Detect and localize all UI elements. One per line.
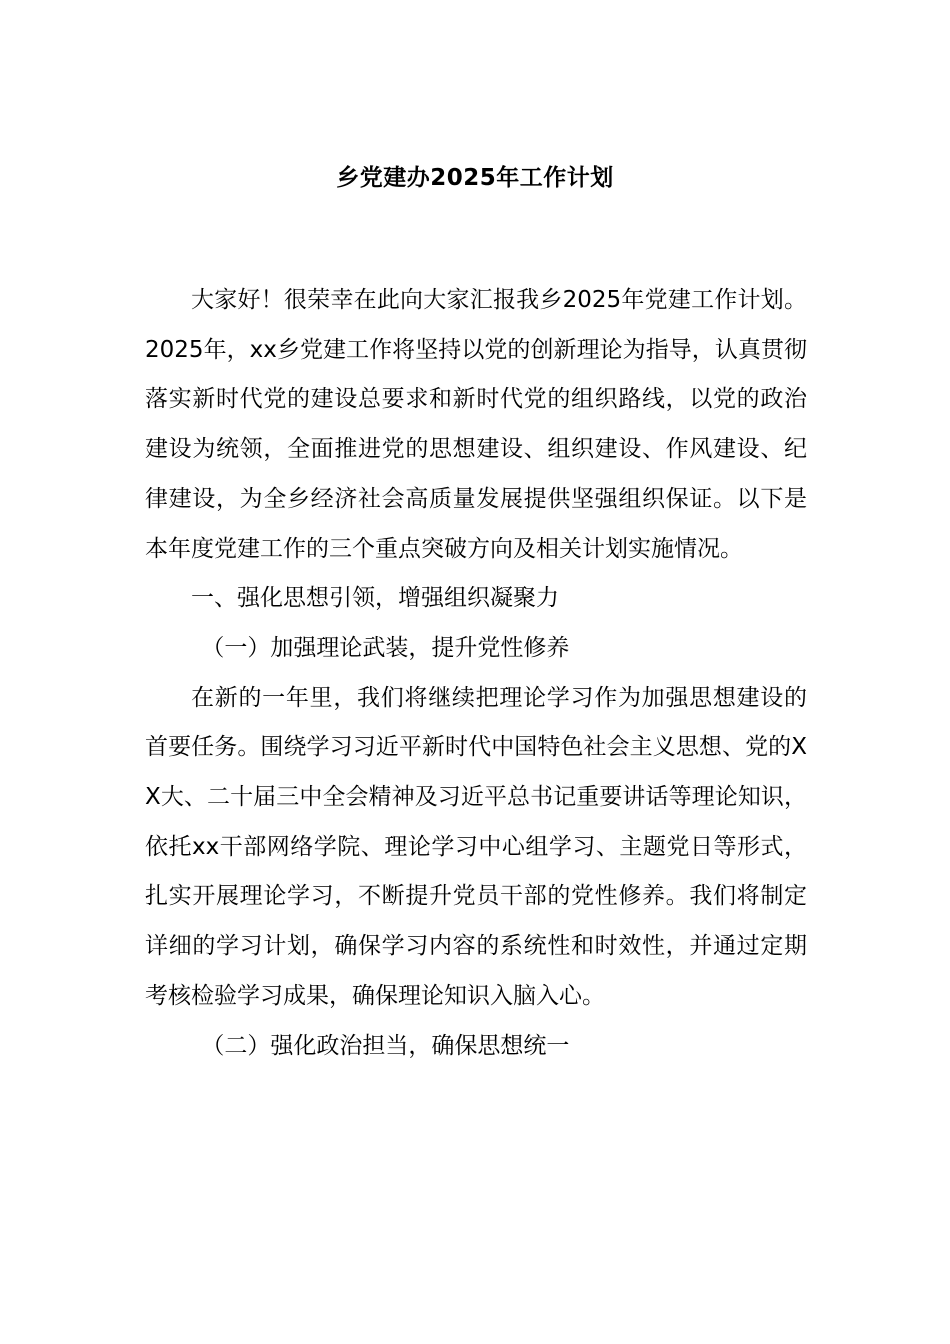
document-title: 乡党建办2025年工作计划 xyxy=(336,165,614,191)
subsection-heading-2: （二）强化政治担当，确保思想统一 xyxy=(201,1032,570,1059)
document-body xyxy=(145,276,807,1071)
paragraph-intro: 大家好！很荣幸在此向大家汇报我乡2025年党建工作计划。2025年，xx乡党建工作将坚持以党的创新理论为指导，认真贯彻落实新时代党的建设总要求和新时代党的组织路线，以党的政治建设为统领，全面推进党的思想建设、组织建设、作风建设、纪律建设，为全乡经济社会高质量发展提供坚强组织保证。以下是本年度党建工作的三个重点突破方向及相关计划实施情况。 xyxy=(145,287,807,562)
subsection-heading-1: （一）加强理论武装，提升党性修养 xyxy=(201,634,570,661)
section-heading-1: 一、强化思想引领，增强组织凝聚力 xyxy=(191,585,559,612)
paragraph-theory-study: 在新的一年里，我们将继续把理论学习作为加强思想建设的首要任务。围绕学习习近平新时代中国特色社会主义思想、党的XX大、二十届三中全会精神及习近平总书记重要讲话等理论知识，依托xx干部网络学院、理论学习中心组学习、主题党日等形式，扎实开展理论学习，不断提升党员干部的党性修养。我们将制定详细的学习计划，确保学习内容的系统性和时效性，并通过定期考核检验学习成果，确保理论知识入脑入心。 xyxy=(145,684,807,1009)
